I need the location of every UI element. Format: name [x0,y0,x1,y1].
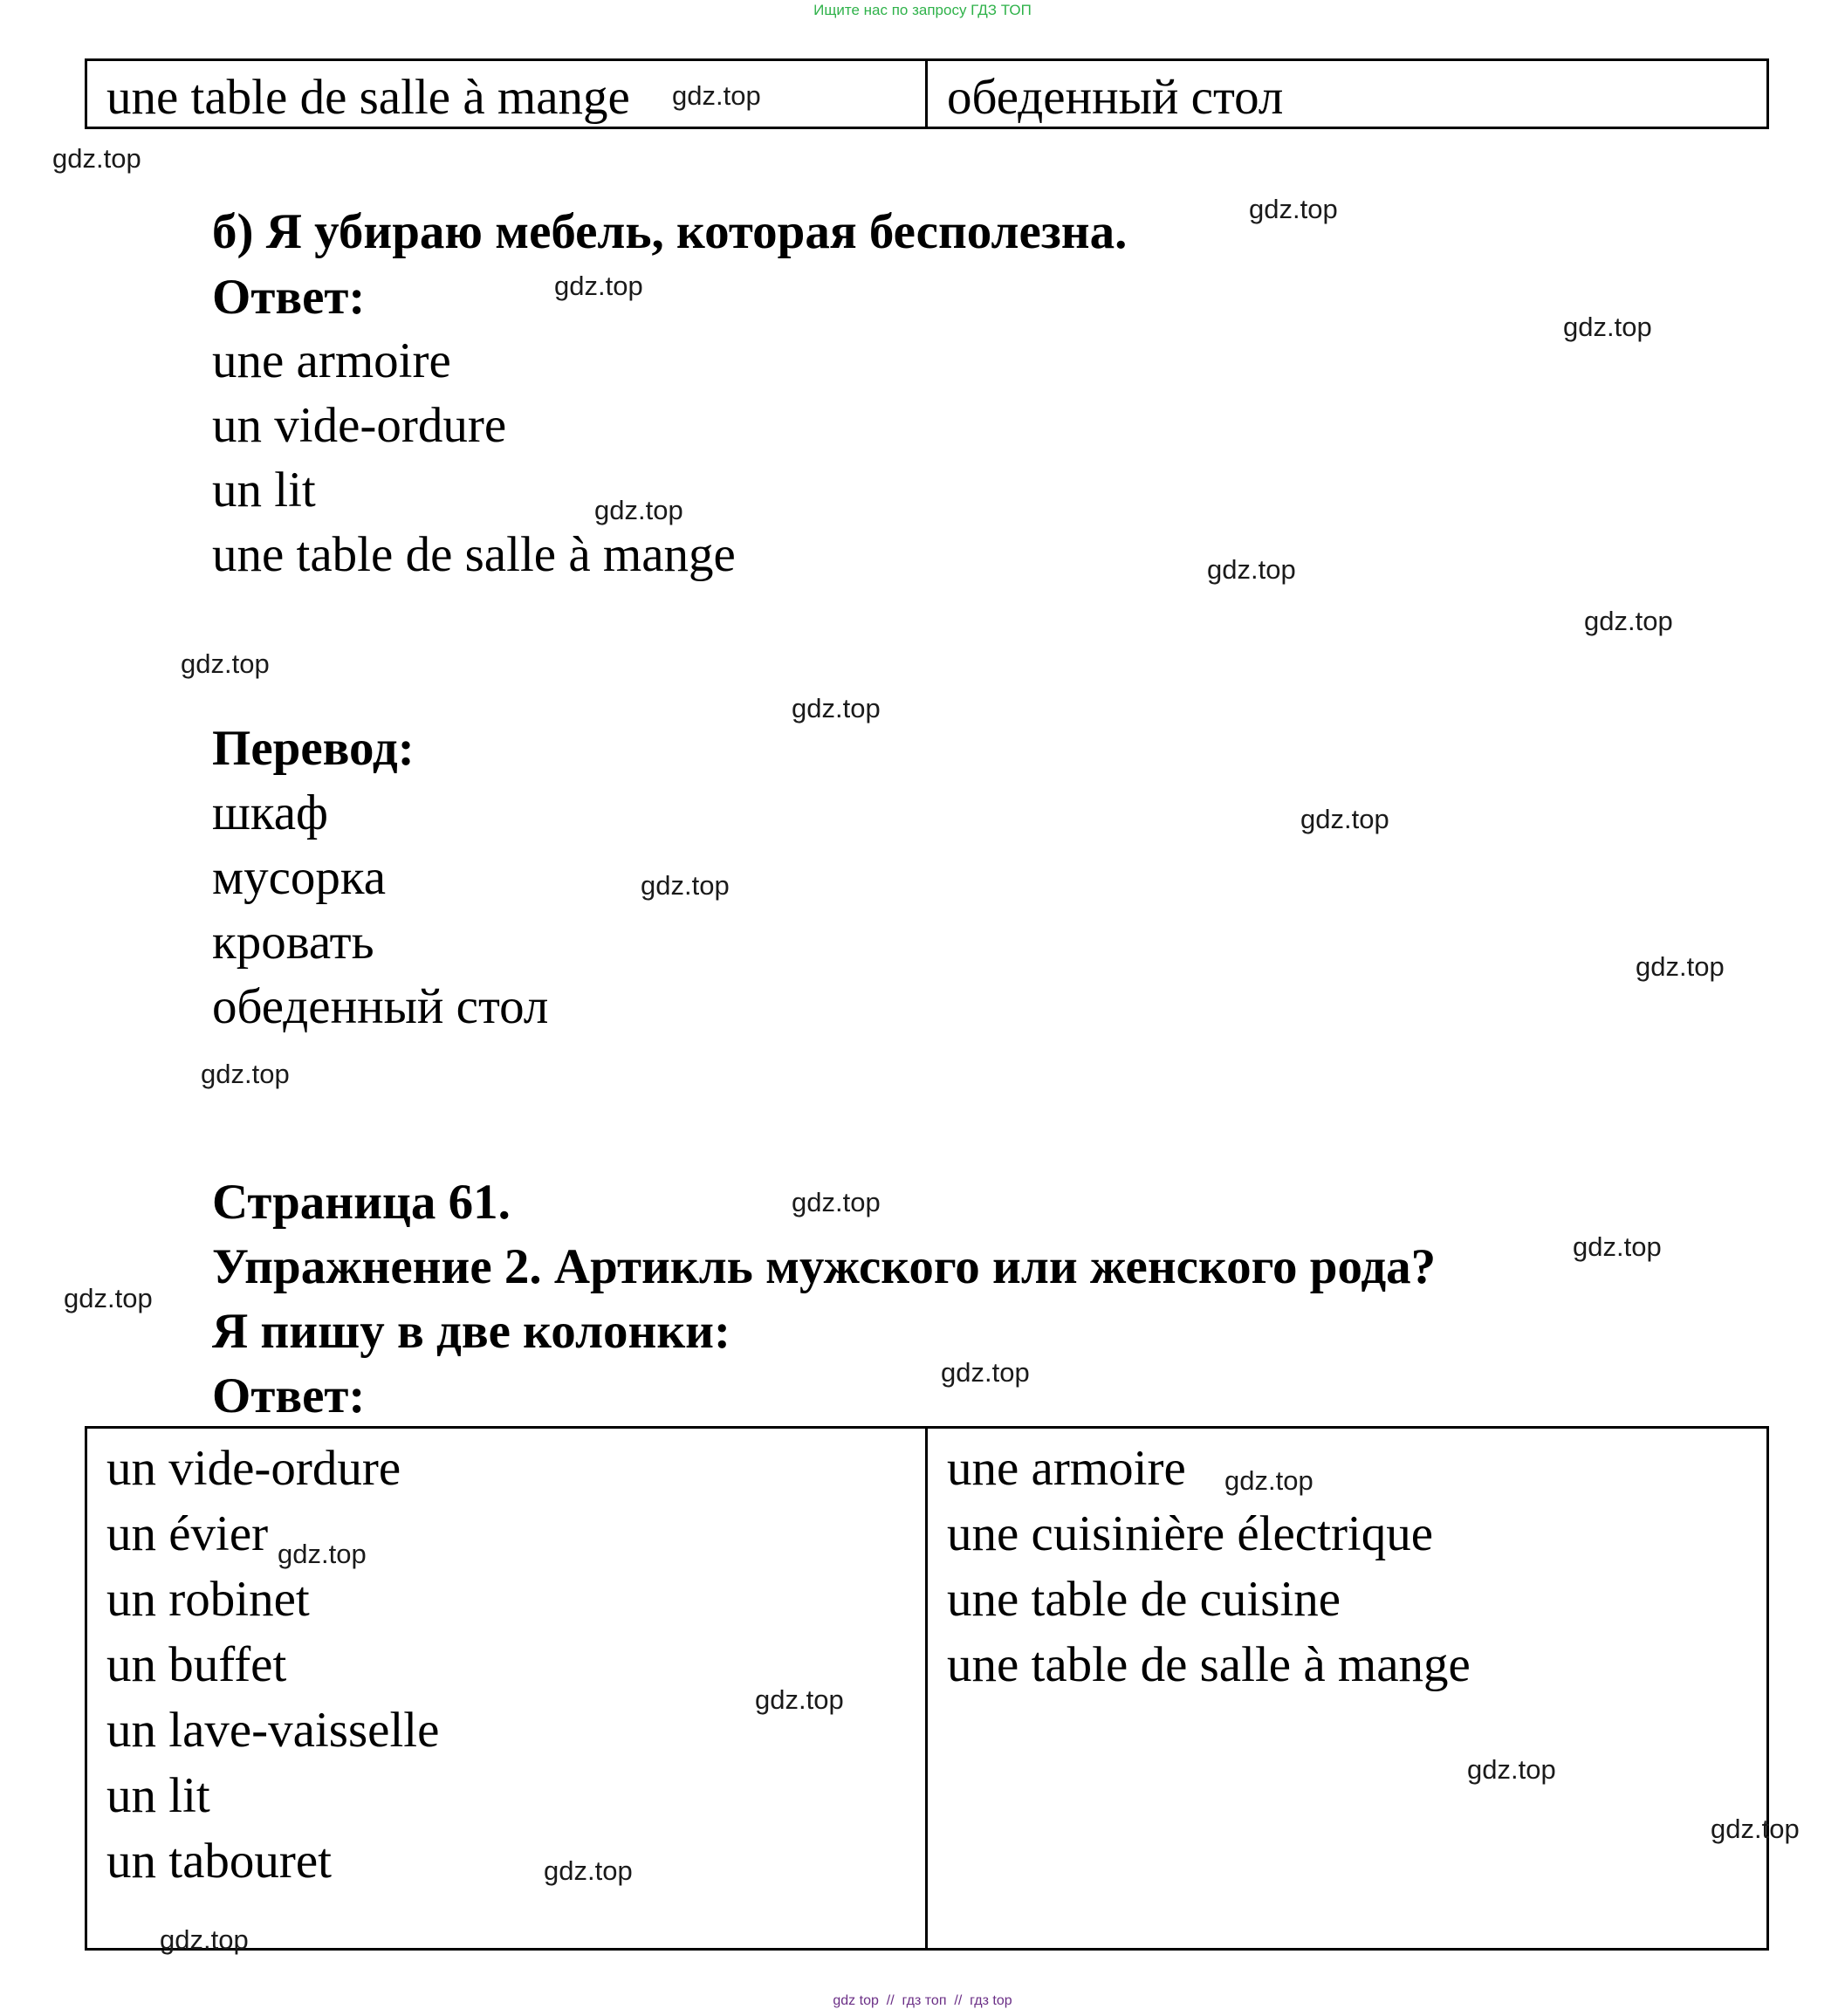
top-table-left-cell [86,60,927,128]
watermark: gdz.top [755,1684,844,1715]
watermark: gdz.top [64,1283,153,1313]
watermark: gdz.top [941,1357,1030,1388]
exercise-instruction: Я пишу в две колонки: [212,1304,730,1359]
masculine-item: un évier [106,1506,269,1561]
section-b-answer-label: Ответ: [212,270,366,325]
watermark: gdz.top [181,648,270,679]
masculine-item: un lit [106,1768,210,1823]
watermark: gdz.top [594,495,683,525]
watermark: gdz.top [52,143,141,174]
watermark: gdz.top [1573,1231,1662,1262]
answer-item: une table de salle à mange [212,527,736,582]
masculine-item: un buffet [106,1637,287,1692]
watermark: gdz.top [672,80,761,111]
top-table-right-cell [927,60,1768,128]
answer-item: un lit [212,463,316,518]
exercise-answer-label: Ответ: [212,1368,366,1423]
translation-item: шкаф [212,785,328,840]
watermark: gdz.top [1711,1814,1800,1844]
watermark: gdz.top [792,1187,881,1217]
top-table [85,58,1769,129]
top-table-right-text: обеденный стол [947,70,1284,125]
watermark: gdz.top [1563,312,1652,342]
feminine-item: une armoire [947,1441,1186,1496]
watermark: gdz.top [1300,804,1389,834]
answer-item: une armoire [212,333,451,388]
masculine-item: un vide-ordure [106,1441,401,1496]
watermark: gdz.top [160,1924,249,1955]
feminine-item: une table de cuisine [947,1572,1341,1627]
watermark: gdz.top [544,1855,633,1886]
section-b-heading: б) Я убираю мебель, которая бесполезна. [212,204,1128,259]
exercise-title: Упражнение 2. Артикль мужского или женского рода? [212,1239,1437,1294]
watermark: gdz.top [641,870,730,901]
watermark: gdz.top [792,693,881,723]
translation-item: мусорка [212,850,386,905]
top-table-left-text: une table de salle à mange [106,70,630,125]
watermark: gdz.top [201,1059,290,1089]
feminine-column [927,1428,1768,1950]
columns-table [85,1426,1769,1951]
masculine-item: un lave-vaisselle [106,1703,440,1758]
translation-item: обеденный стол [212,979,549,1034]
watermark: gdz.top [1207,554,1296,585]
masculine-item: un tabouret [106,1834,333,1889]
watermark: gdz.top [1224,1465,1313,1496]
footer-text: gdz top // гдз топ // гдз top [833,1993,1012,2008]
watermark: gdz.top [1249,194,1338,224]
watermark: gdz.top [554,271,643,301]
masculine-item: un robinet [106,1572,310,1627]
search-banner: Ищите нас по запросу ГДЗ ТОП [813,2,1032,18]
watermark: gdz.top [1584,606,1673,636]
watermark: gdz.top [1636,951,1725,982]
page-title: Страница 61. [212,1175,511,1230]
feminine-item: une cuisinière électrique [947,1506,1434,1561]
feminine-item: une table de salle à mange [947,1637,1471,1692]
watermark: gdz.top [278,1539,367,1569]
translation-label: Перевод: [212,721,415,776]
answer-item: un vide-ordure [212,398,507,453]
watermark: gdz.top [1467,1754,1556,1785]
translation-item: кровать [212,915,374,970]
